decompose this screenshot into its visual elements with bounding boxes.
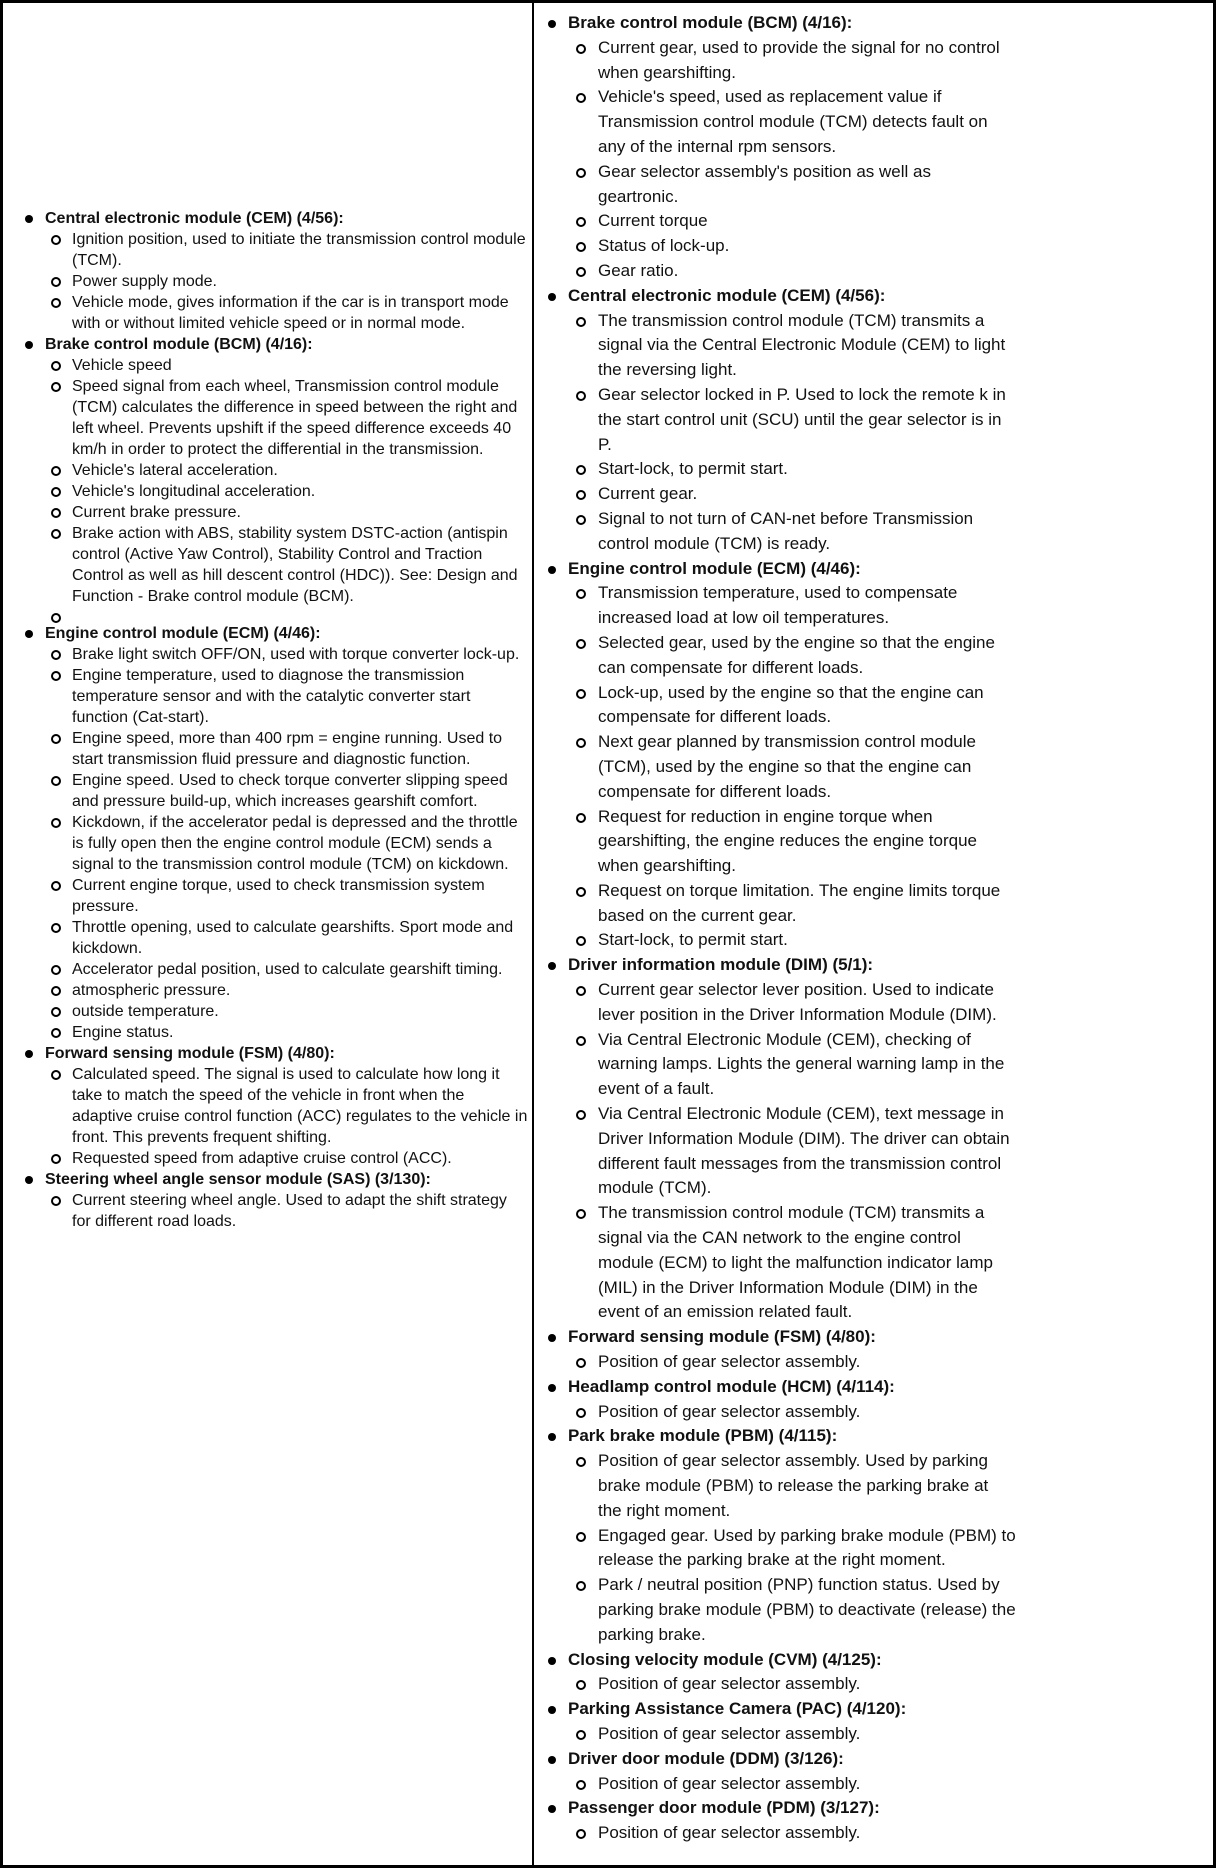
module-heading-row bbox=[546, 1325, 1209, 1350]
module-heading: Closing velocity module (CVM) (4/125): bbox=[568, 1649, 882, 1669]
signal-item-text: Gear selector locked in P. Used to lock the remote k in the start control unit (SCU) until the gear selector is in P. bbox=[598, 384, 1006, 454]
open-circle-bullet-icon bbox=[51, 986, 61, 996]
signal-item-text: Current engine torque, used to check transmission system pressure. bbox=[72, 877, 485, 915]
open-circle-bullet-icon bbox=[51, 508, 61, 518]
signal-item-row bbox=[576, 383, 1209, 457]
module-section bbox=[19, 623, 528, 1043]
open-circle-bullet-icon bbox=[576, 267, 586, 277]
signal-item-row bbox=[576, 1524, 1209, 1574]
signal-item-text: Position of gear selector assembly. bbox=[598, 1401, 861, 1421]
signal-item-row bbox=[51, 1064, 528, 1148]
open-circle-bullet-icon bbox=[576, 168, 586, 178]
module-heading: Forward sensing module (FSM) (4/80): bbox=[568, 1327, 876, 1347]
open-circle-bullet-icon bbox=[51, 466, 61, 476]
signal-item-text: Kickdown, if the accelerator pedal is depressed and the throttle is fully open then the engine control module (ECM) sends a signal to the transmission control module (TCM) on kickdown. bbox=[72, 814, 518, 873]
open-circle-bullet-icon bbox=[576, 217, 586, 227]
module-heading-row bbox=[546, 1697, 1209, 1722]
open-circle-bullet-icon bbox=[576, 317, 586, 327]
module-section bbox=[19, 334, 528, 623]
module-section bbox=[546, 1424, 1209, 1647]
signal-item-row bbox=[51, 644, 528, 665]
module-section bbox=[19, 1043, 528, 1169]
signal-item-text: Vehicle speed bbox=[72, 357, 172, 374]
signal-item-row bbox=[576, 581, 1209, 631]
filled-bullet-icon bbox=[25, 1050, 33, 1058]
signal-item-text: Next gear planned by transmission control module (TCM), used by the engine so that the engine can compensate for different loads. bbox=[598, 732, 976, 801]
signal-item-row bbox=[576, 1573, 1209, 1647]
open-circle-bullet-icon bbox=[576, 1680, 586, 1690]
signal-item-row bbox=[576, 1772, 1209, 1797]
module-heading: Headlamp control module (HCM) (4/114): bbox=[568, 1376, 895, 1396]
signal-item-row bbox=[576, 234, 1209, 259]
signal-item-text: Park / neutral position (PNP) function status. Used by parking brake module (PBM) to deactivate (release) the parking brake. bbox=[598, 1575, 1016, 1644]
filled-bullet-icon bbox=[548, 1384, 556, 1392]
filled-bullet-icon bbox=[548, 566, 556, 574]
module-heading-row bbox=[546, 557, 1209, 582]
signal-item-text: Position of gear selector assembly. bbox=[598, 1773, 861, 1793]
module-section bbox=[546, 284, 1209, 557]
signal-item-row bbox=[576, 507, 1209, 557]
signal-item-row bbox=[576, 309, 1209, 383]
open-circle-bullet-icon bbox=[576, 93, 586, 103]
open-circle-bullet-icon bbox=[576, 738, 586, 748]
module-section bbox=[546, 557, 1209, 954]
signal-item-text: Position of gear selector assembly. bbox=[598, 1823, 861, 1843]
module-section bbox=[546, 1697, 1209, 1747]
module-heading-row bbox=[19, 623, 528, 644]
module-heading: Central electronic module (CEM) (4/56): bbox=[568, 285, 886, 305]
open-circle-bullet-icon bbox=[51, 298, 61, 308]
signal-item-row bbox=[51, 665, 528, 728]
module-heading-row bbox=[546, 11, 1209, 36]
open-circle-bullet-icon bbox=[51, 671, 61, 681]
signal-item-text: The transmission control module (TCM) transmits a signal via the Central Electronic Module (CEM) to light the reversing light. bbox=[598, 310, 1006, 380]
open-circle-bullet-icon bbox=[576, 391, 586, 401]
signal-item-text: Request on torque limitation. The engine limits torque based on the current gear. bbox=[598, 880, 1001, 925]
signal-item-text: Requested speed from adaptive cruise control (ACC). bbox=[72, 1150, 452, 1167]
filled-bullet-icon bbox=[548, 1706, 556, 1714]
signal-item-row bbox=[51, 607, 528, 623]
open-circle-bullet-icon bbox=[51, 235, 61, 245]
signal-item-row bbox=[576, 1672, 1209, 1697]
filled-bullet-icon bbox=[548, 293, 556, 301]
open-circle-bullet-icon bbox=[51, 923, 61, 933]
signal-item-row bbox=[51, 728, 528, 770]
module-heading-row bbox=[546, 1424, 1209, 1449]
signal-item-row bbox=[576, 978, 1209, 1028]
signal-item-row bbox=[576, 681, 1209, 731]
signal-item-text: Current gear, used to provide the signal for no control when gearshifting. bbox=[598, 37, 1000, 82]
signal-item-text: Power supply mode. bbox=[72, 273, 217, 290]
open-circle-bullet-icon bbox=[576, 689, 586, 699]
signal-item-row bbox=[576, 1350, 1209, 1375]
open-circle-bullet-icon bbox=[576, 1110, 586, 1120]
open-circle-bullet-icon bbox=[576, 639, 586, 649]
open-circle-bullet-icon bbox=[51, 1007, 61, 1017]
filled-bullet-icon bbox=[25, 215, 33, 223]
signal-item-row bbox=[576, 1449, 1209, 1523]
module-heading: Brake control module (BCM) (4/16): bbox=[568, 13, 853, 32]
open-circle-bullet-icon bbox=[51, 881, 61, 891]
open-circle-bullet-icon bbox=[576, 1532, 586, 1542]
module-heading-row bbox=[546, 953, 1209, 978]
open-circle-bullet-icon bbox=[576, 1730, 586, 1740]
module-heading: Engine control module (ECM) (4/46): bbox=[568, 558, 861, 578]
open-circle-bullet-icon bbox=[576, 589, 586, 599]
signal-item-row bbox=[576, 1102, 1209, 1201]
open-circle-bullet-icon bbox=[576, 1780, 586, 1790]
signal-item-row bbox=[576, 85, 1209, 159]
module-heading: Passenger door module (PDM) (3/127): bbox=[568, 1798, 880, 1818]
signal-item-text: Vehicle mode, gives information if the car is in transport mode with or without limited vehicle speed or in normal mode. bbox=[72, 294, 509, 332]
signal-item-row bbox=[576, 631, 1209, 681]
signal-item-text: atmospheric pressure. bbox=[72, 982, 231, 999]
open-circle-bullet-icon bbox=[576, 1358, 586, 1368]
signal-item-text: Position of gear selector assembly. Used by parking brake module (PBM) to release the parking brake at the right moment. bbox=[598, 1451, 989, 1520]
signal-item-text: Engine temperature, used to diagnose the transmission temperature sensor and with the catalytic converter start function (Cat-start). bbox=[72, 667, 471, 726]
signal-item-text: Engaged gear. Used by parking brake module (PBM) to release the parking brake at the right moment. bbox=[598, 1525, 1016, 1570]
signal-item-row bbox=[576, 805, 1209, 879]
open-circle-bullet-icon bbox=[576, 515, 586, 525]
signal-item-row bbox=[576, 160, 1209, 210]
filled-bullet-icon bbox=[25, 1176, 33, 1184]
signal-item-row bbox=[51, 1190, 528, 1232]
module-section bbox=[546, 953, 1209, 1325]
signal-item-text: Ignition position, used to initiate the transmission control module (TCM). bbox=[72, 231, 526, 269]
open-circle-bullet-icon bbox=[576, 887, 586, 897]
module-heading: Central electronic module (CEM) (4/56): bbox=[45, 210, 344, 227]
open-circle-bullet-icon bbox=[51, 277, 61, 287]
open-circle-bullet-icon bbox=[576, 44, 586, 54]
module-heading-row bbox=[546, 1796, 1209, 1821]
signal-item-text: Status of lock-up. bbox=[598, 236, 730, 256]
module-section bbox=[546, 11, 1209, 284]
signal-item-text: Transmission temperature, used to compensate increased load at low oil temperatures. bbox=[598, 583, 958, 628]
open-circle-bullet-icon bbox=[51, 382, 61, 392]
signal-item-text: Position of gear selector assembly. bbox=[598, 1352, 861, 1372]
filled-bullet-icon bbox=[25, 630, 33, 638]
open-circle-bullet-icon bbox=[576, 1408, 586, 1418]
signal-item-row bbox=[51, 959, 528, 980]
signal-item-row bbox=[576, 1722, 1209, 1747]
signal-item-row bbox=[51, 355, 528, 376]
open-circle-bullet-icon bbox=[51, 529, 61, 539]
module-heading-row bbox=[546, 1747, 1209, 1772]
signal-item-row bbox=[576, 482, 1209, 507]
module-section bbox=[546, 1325, 1209, 1375]
signal-item-row bbox=[576, 928, 1209, 953]
signal-item-row bbox=[576, 879, 1209, 929]
module-heading: Forward sensing module (FSM) (4/80): bbox=[45, 1045, 335, 1062]
signal-item-text: Engine speed, more than 400 rpm = engine running. Used to start transmission fluid pressure and diagnostic function. bbox=[72, 730, 503, 768]
signal-item-row bbox=[576, 457, 1209, 482]
signal-item-text: Brake action with ABS, stability system DSTC-action (antispin control (Active Yaw Control), Stability Control and Traction Control as well as hill descent control (HDC)). See: Design and Function - Brake control module (BCM). bbox=[72, 525, 518, 605]
signal-item-text: Via Central Electronic Module (CEM), text message in Driver Information Module (DIM). The driver can obtain different fault messages from the transmission control module (TCM). bbox=[598, 1104, 1010, 1198]
open-circle-bullet-icon bbox=[51, 776, 61, 786]
filled-bullet-icon bbox=[548, 1334, 556, 1342]
module-heading-row bbox=[546, 284, 1209, 309]
signal-item-text: Vehicle's lateral acceleration. bbox=[72, 462, 278, 479]
signal-item-row bbox=[51, 1148, 528, 1169]
open-circle-bullet-icon bbox=[51, 1070, 61, 1080]
open-circle-bullet-icon bbox=[576, 813, 586, 823]
open-circle-bullet-icon bbox=[51, 487, 61, 497]
signal-item-row bbox=[51, 292, 528, 334]
signal-item-text: The transmission control module (TCM) transmits a signal via the CAN network to the engine control module (ECM) to light the malfunction indicator lamp (MIL) in the Driver Information Module (DIM) in the event of an emission related fault. bbox=[598, 1203, 993, 1322]
module-heading: Driver door module (DDM) (3/126): bbox=[568, 1748, 844, 1768]
signal-item-text: Selected gear, used by the engine so that the engine can compensate for different loads. bbox=[598, 632, 995, 677]
signal-item-text: Current torque bbox=[598, 211, 708, 231]
signal-item-row bbox=[51, 481, 528, 502]
open-circle-bullet-icon bbox=[576, 465, 586, 475]
signal-item-row bbox=[51, 875, 528, 917]
open-circle-bullet-icon bbox=[576, 490, 586, 500]
open-circle-bullet-icon bbox=[51, 650, 61, 660]
open-circle-bullet-icon bbox=[576, 936, 586, 946]
signal-item-text: Position of gear selector assembly. bbox=[598, 1723, 861, 1743]
signal-item-row bbox=[51, 1022, 528, 1043]
module-section bbox=[546, 1796, 1209, 1846]
signal-item-row bbox=[51, 271, 528, 292]
signal-item-text: Engine speed. Used to check torque converter slipping speed and pressure build-up, which increases gearshift comfort. bbox=[72, 772, 508, 810]
signal-item-row bbox=[51, 770, 528, 812]
open-circle-bullet-icon bbox=[576, 1457, 586, 1467]
signal-item-text: Accelerator pedal position, used to calculate gearshift timing. bbox=[72, 961, 503, 978]
module-section bbox=[19, 1169, 528, 1232]
filled-bullet-icon bbox=[548, 1805, 556, 1813]
signal-item-text: Request for reduction in engine torque when gearshifting, the engine reduces the engine torque when gearshifting. bbox=[598, 806, 977, 876]
module-section bbox=[19, 208, 528, 334]
signal-item-row bbox=[576, 730, 1209, 804]
signal-item-row bbox=[576, 259, 1209, 284]
signal-item-row bbox=[576, 1028, 1209, 1102]
module-heading: Brake control module (BCM) (4/16): bbox=[45, 336, 313, 353]
signal-item-text: Gear ratio. bbox=[598, 260, 679, 280]
module-section bbox=[546, 1648, 1209, 1698]
signal-item-row bbox=[51, 1001, 528, 1022]
left-column-sections bbox=[19, 208, 528, 1232]
signal-item-text: Via Central Electronic Module (CEM), checking of warning lamps. Lights the general warning lamp in the event of a fault. bbox=[598, 1029, 1005, 1099]
signal-item-text: Brake light switch OFF/ON, used with torque converter lock-up. bbox=[72, 646, 520, 663]
open-circle-bullet-icon bbox=[51, 1196, 61, 1206]
filled-bullet-icon bbox=[548, 962, 556, 970]
open-circle-bullet-icon bbox=[576, 242, 586, 252]
signal-item-row bbox=[51, 376, 528, 460]
signal-item-row bbox=[576, 1821, 1209, 1846]
right-column-sections bbox=[546, 11, 1209, 1846]
signal-item-row bbox=[576, 1201, 1209, 1325]
signal-item-row bbox=[51, 812, 528, 875]
signal-item-row bbox=[576, 36, 1209, 86]
open-circle-bullet-icon bbox=[576, 1036, 586, 1046]
signal-item-text: Position of gear selector assembly. bbox=[598, 1674, 861, 1694]
filled-bullet-icon bbox=[548, 1657, 556, 1665]
signal-item-row bbox=[51, 229, 528, 271]
filled-bullet-icon bbox=[548, 1433, 556, 1441]
signal-item-text: Lock-up, used by the engine so that the engine can compensate for different loads. bbox=[598, 682, 984, 727]
open-circle-bullet-icon bbox=[51, 734, 61, 744]
module-heading: Steering wheel angle sensor module (SAS) (3/130): bbox=[45, 1171, 431, 1188]
module-heading-row bbox=[19, 208, 528, 229]
signal-item-text: Start-lock, to permit start. bbox=[598, 930, 788, 950]
signal-item-text: Vehicle's longitudinal acceleration. bbox=[72, 483, 316, 500]
signal-item-text: Gear selector assembly's position as well as geartronic. bbox=[598, 161, 931, 206]
open-circle-bullet-icon bbox=[576, 986, 586, 996]
open-circle-bullet-icon bbox=[51, 818, 61, 828]
module-heading-row bbox=[19, 1169, 528, 1190]
module-heading-row bbox=[546, 1375, 1209, 1400]
module-heading-row bbox=[546, 1648, 1209, 1673]
signal-item-row bbox=[576, 209, 1209, 234]
signal-item-text: Throttle opening, used to calculate gearshifts. Sport mode and kickdown. bbox=[72, 919, 514, 957]
signal-item-row bbox=[51, 980, 528, 1001]
right-column bbox=[534, 3, 1213, 1865]
open-circle-bullet-icon bbox=[51, 1154, 61, 1164]
filled-bullet-icon bbox=[25, 341, 33, 349]
signal-item-text: Vehicle's speed, used as replacement value if Transmission control module (TCM) detects fault on any of the internal rpm sensors. bbox=[598, 87, 988, 156]
open-circle-bullet-icon bbox=[576, 1581, 586, 1591]
signal-item-text: Speed signal from each wheel, Transmission control module (TCM) calculates the difference in speed between the right and left wheel. Prevents upshift if the speed difference exceeds 40 km/h in order to protect the differential in the transmission. bbox=[72, 378, 518, 458]
signal-item-text: Engine status. bbox=[72, 1024, 174, 1041]
module-heading: Driver information module (DIM) (5/1): bbox=[568, 955, 874, 975]
signal-item-text: outside temperature. bbox=[72, 1003, 219, 1020]
module-heading: Park brake module (PBM) (4/115): bbox=[568, 1426, 838, 1446]
open-circle-bullet-icon bbox=[576, 1209, 586, 1219]
module-heading: Parking Assistance Camera (PAC) (4/120): bbox=[568, 1699, 907, 1719]
open-circle-bullet-icon bbox=[51, 361, 61, 371]
signal-item-text: Current brake pressure. bbox=[72, 504, 241, 521]
signal-item-text: Start-lock, to permit start. bbox=[598, 459, 788, 479]
module-heading-row bbox=[19, 1043, 528, 1064]
signal-item-text: Calculated speed. The signal is used to calculate how long it take to match the speed of the vehicle in front when the adaptive cruise control function (ACC) regulates to the vehicle in front. This prevents frequent shifting. bbox=[72, 1066, 528, 1146]
filled-bullet-icon bbox=[548, 1756, 556, 1764]
open-circle-bullet-icon bbox=[576, 1829, 586, 1839]
module-heading: Engine control module (ECM) (4/46): bbox=[45, 625, 321, 642]
module-section bbox=[546, 1747, 1209, 1797]
module-heading-row bbox=[19, 334, 528, 355]
open-circle-bullet-icon bbox=[51, 965, 61, 975]
open-circle-bullet-icon bbox=[51, 1028, 61, 1038]
signal-item-text: Signal to not turn of CAN-net before Transmission control module (TCM) is ready. bbox=[598, 508, 974, 553]
signal-item-row bbox=[51, 502, 528, 523]
filled-bullet-icon bbox=[548, 20, 556, 28]
signal-item-row bbox=[51, 917, 528, 959]
signal-item-row bbox=[576, 1400, 1209, 1425]
signal-item-text: Current steering wheel angle. Used to adapt the shift strategy for different road loads. bbox=[72, 1192, 507, 1230]
signal-item-text: Current gear. bbox=[598, 484, 698, 504]
signal-item-row bbox=[51, 523, 528, 607]
module-section bbox=[546, 1375, 1209, 1425]
open-circle-bullet-icon bbox=[51, 613, 61, 623]
signal-item-text: Current gear selector lever position. Used to indicate lever position in the Driver Information Module (DIM). bbox=[598, 980, 997, 1024]
signal-item-row bbox=[51, 460, 528, 481]
left-column bbox=[3, 3, 534, 1865]
